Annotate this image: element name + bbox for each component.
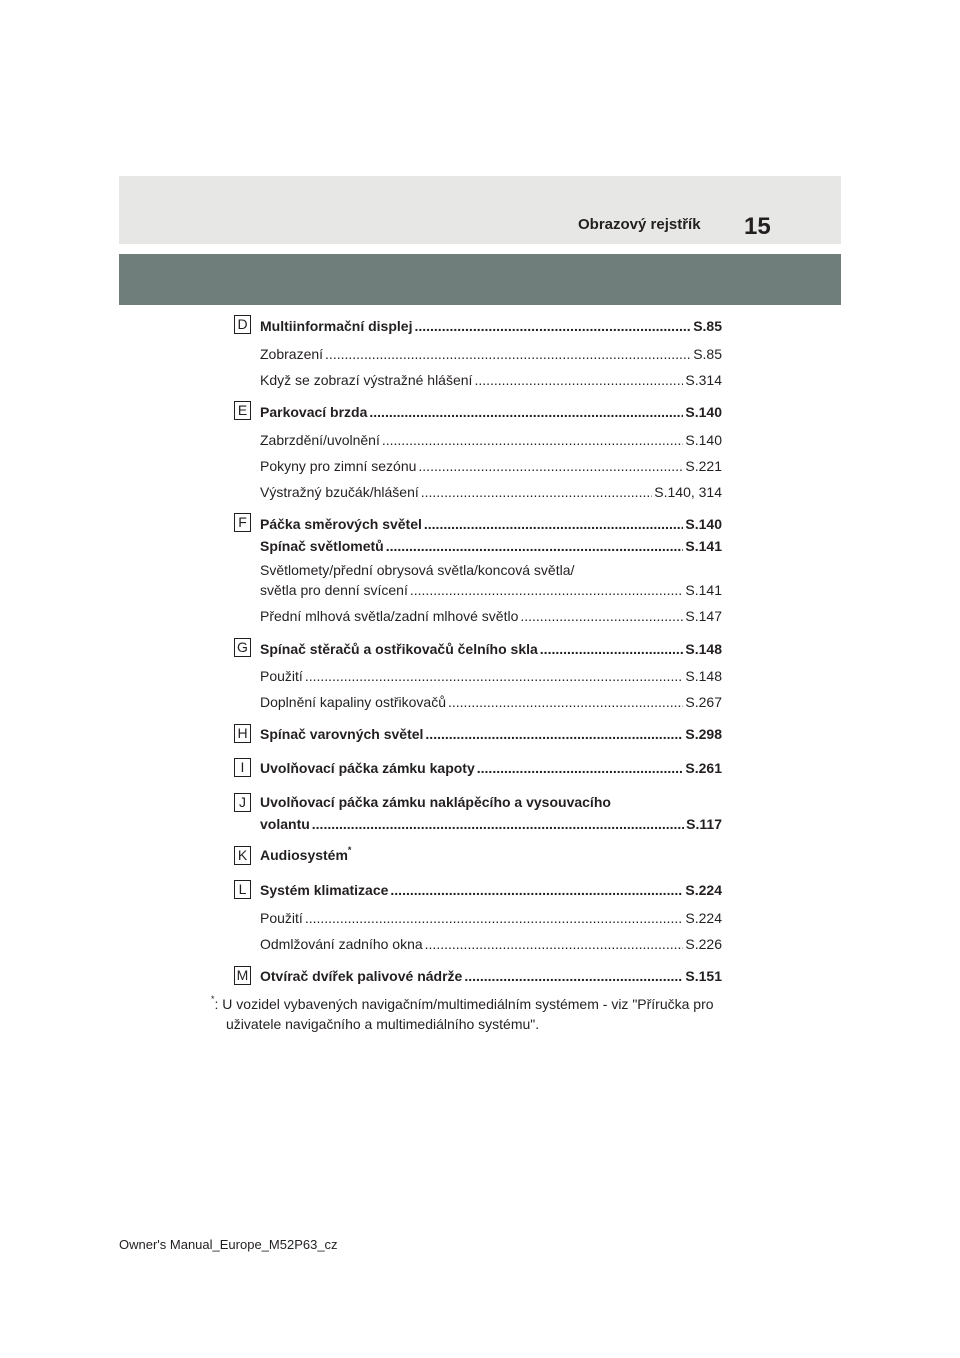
index-subentry[interactable] xyxy=(260,455,722,475)
index-entry[interactable] xyxy=(260,401,722,421)
entry-label: volantu xyxy=(260,816,310,832)
entry-page: S.140 xyxy=(685,516,722,532)
index-subentry[interactable] xyxy=(260,907,722,927)
entry-page: S.221 xyxy=(685,458,722,474)
entry-label: Otvírač dvířek palivové nádrže xyxy=(260,968,463,984)
footnote-line-1: : U vozidel vybavených navigačním/multimediálním systémem - viz "Příručka pro xyxy=(214,996,714,1012)
index-entry[interactable] xyxy=(260,513,722,533)
entry-label: Zabrzdění/uvolnění xyxy=(260,432,380,448)
index-subentry[interactable] xyxy=(260,605,722,625)
page-number: 15 xyxy=(744,213,771,240)
entry-label: Uvolňovací páčka zámku kapoty xyxy=(260,760,475,776)
entry-page: S.85 xyxy=(693,346,722,362)
entry-label: světla pro denní svícení xyxy=(260,582,408,598)
index-subentry[interactable] xyxy=(260,429,722,449)
entry-label: Pokyny pro zimní sezónu xyxy=(260,458,417,474)
index-subentry[interactable] xyxy=(260,933,722,953)
footnote-mark: * xyxy=(347,845,352,856)
index-subentry[interactable] xyxy=(260,481,722,501)
index-entry-line: Uvolňovací páčka zámku naklápěcího a vysouvacího xyxy=(260,794,611,810)
footnote-line-2: uživatele navigačního a multimediálního systému". xyxy=(226,1016,540,1032)
section-letter-j: J xyxy=(234,793,251,812)
index-entry[interactable] xyxy=(260,965,722,985)
entry-page: S.148 xyxy=(685,668,722,684)
index-entry[interactable] xyxy=(260,723,722,743)
section-letter-k: K xyxy=(234,846,251,865)
entry-label: Odmlžování zadního okna xyxy=(260,936,423,952)
entry-page: S.298 xyxy=(685,726,722,742)
index-entry[interactable] xyxy=(260,879,722,899)
index-subentry[interactable] xyxy=(260,665,722,685)
entry-page: S.267 xyxy=(685,694,722,710)
entry-label: Výstražný bzučák/hlášení xyxy=(260,484,419,500)
index-subentry-line: Světlomety/přední obrysová světla/koncová světla/ xyxy=(260,562,575,578)
entry-label: Použití xyxy=(260,668,303,684)
entry-page: S.224 xyxy=(685,910,722,926)
entry-page: S.148 xyxy=(685,641,722,657)
section-letter-h: H xyxy=(234,724,251,743)
entry-label: Systém klimatizace xyxy=(260,882,389,898)
footnote-mark: * xyxy=(211,994,215,1005)
entry-page: S.140 xyxy=(685,404,722,420)
footer-manual-id: Owner's Manual_Europe_M52P63_cz xyxy=(119,1237,338,1252)
entry-label: Když se zobrazí výstražné hlášení xyxy=(260,372,473,388)
section-letter-l: L xyxy=(234,880,251,899)
index-entry[interactable] xyxy=(260,846,351,864)
entry-label: Parkovací brzda xyxy=(260,404,368,420)
entry-page: S.224 xyxy=(685,882,722,898)
section-letter-m: M xyxy=(234,966,251,985)
entry-page: S.314 xyxy=(685,372,722,388)
index-subentry[interactable] xyxy=(260,343,722,363)
entry-label: Spínač varovných světel xyxy=(260,726,424,742)
entry-label: Doplnění kapaliny ostřikovačů xyxy=(260,694,446,710)
index-entry[interactable] xyxy=(260,813,722,833)
entry-label: Páčka směrových světel xyxy=(260,516,422,532)
index-entry[interactable] xyxy=(260,757,722,777)
index-entry[interactable] xyxy=(260,535,722,555)
entry-label: Audiosystém xyxy=(260,847,348,863)
entry-page: S.140 xyxy=(685,432,722,448)
index-entry[interactable] xyxy=(260,638,722,658)
entry-page: S.85 xyxy=(693,318,722,334)
entry-page: S.261 xyxy=(685,760,722,776)
entry-page: S.151 xyxy=(685,968,722,984)
entry-page: S.117 xyxy=(686,816,722,832)
footnote xyxy=(211,994,751,1034)
index-subentry[interactable] xyxy=(260,579,722,599)
section-letter-f: F xyxy=(234,513,251,532)
entry-label: Multiinformační displej xyxy=(260,318,413,334)
section-letter-i: I xyxy=(234,758,251,777)
section-letter-d: D xyxy=(234,315,251,334)
entry-label: Zobrazení xyxy=(260,346,324,362)
section-letter-e: E xyxy=(234,401,251,420)
entry-page: S.141 xyxy=(685,538,722,554)
index-entry[interactable] xyxy=(260,315,722,335)
entry-label: Použití xyxy=(260,910,303,926)
index-subentry[interactable] xyxy=(260,691,722,711)
entry-page: S.226 xyxy=(685,936,722,952)
index-subentry[interactable] xyxy=(260,369,722,389)
entry-label: Přední mlhová světla/zadní mlhové světlo xyxy=(260,608,519,624)
entry-page: S.147 xyxy=(685,608,722,624)
entry-page: S.141 xyxy=(685,582,722,598)
page-title: Obrazový rejstřík xyxy=(578,216,701,233)
entry-page: S.140, 314 xyxy=(654,484,722,500)
entry-label: Spínač stěračů a ostřikovačů čelního skla xyxy=(260,641,538,657)
section-letter-g: G xyxy=(234,638,251,657)
entry-label: Spínač světlometů xyxy=(260,538,384,554)
